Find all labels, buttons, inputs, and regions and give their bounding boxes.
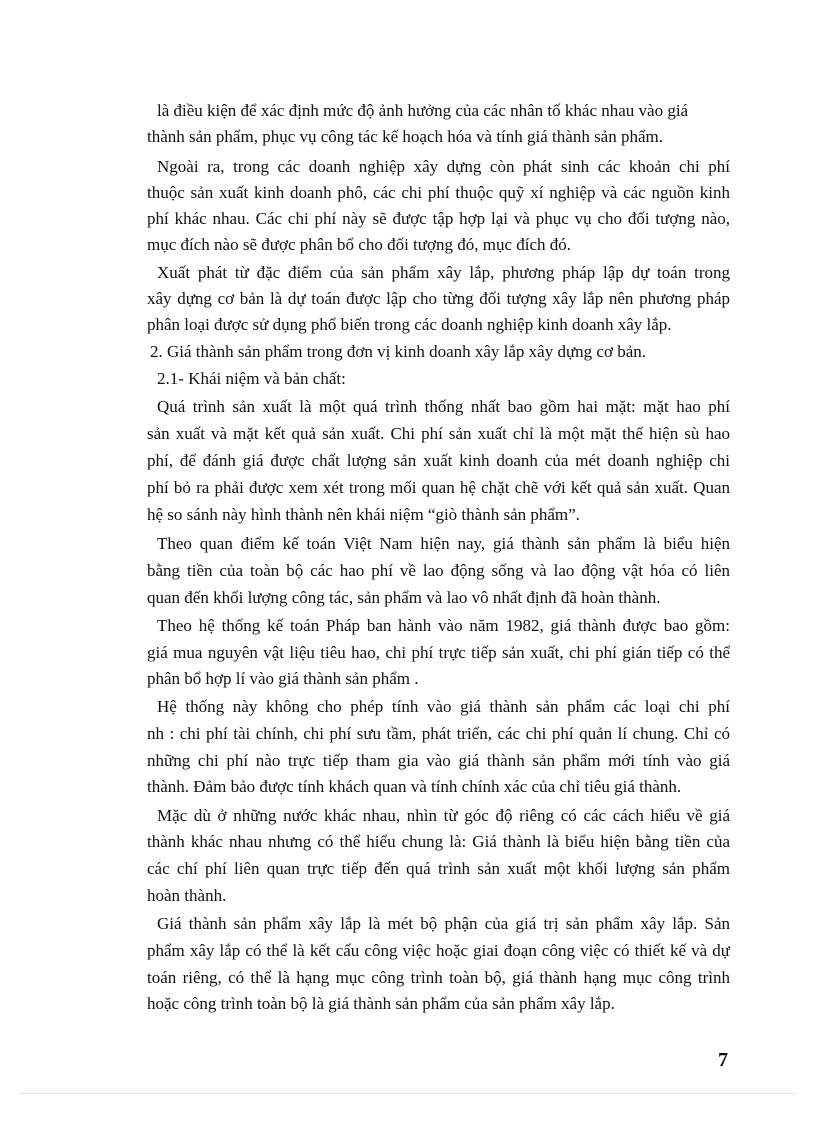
text-line: phân loại được sử dụng phổ biến trong các doanh nghiệp kinh doanh xây lắp.: [147, 315, 672, 334]
text-line: Theo quan điểm kế toán Việt Nam hiện nay, giá thành sản phẩm là biểu hiện: [157, 534, 730, 553]
text-line: phí khác nhau. Các chi phí này sẽ được tập hợp lại và phục vụ cho đối tượng nào,: [147, 209, 730, 228]
text-line: thành sản phẩm, phục vụ công tác kế hoạch hóa và tính giá thành sản phẩm.: [147, 127, 663, 146]
subsection-heading: 2.1- Khái niệm và bản chất:: [157, 369, 346, 388]
text-line: Quá trình sản xuất là một quá trình thống nhất bao gồm hai mặt: mặt hao phí: [157, 397, 730, 416]
text-line: phí bỏ ra phải được xem xét trong mối quan hệ chặt chẽ với kết quả sản xuất. Quan: [147, 478, 730, 497]
text-line: Ngoài ra, trong các doanh nghiệp xây dựng còn phát sinh các khoản chi phí: [157, 157, 730, 176]
text-line: nh : chi phí tài chính, chi phí sưu tầm, phát triển, các chi phí quản lí chung. Chỉ có: [147, 724, 730, 743]
text-line: Theo hệ thống kế toán Pháp ban hành vào năm 1982, giá thành được bao gồm:: [157, 616, 730, 635]
text-line: phân bổ hợp lí vào giá thành sản phẩm .: [147, 669, 419, 688]
text-line: các chí phí liên quan trực tiếp đến quá trình sản xuất một khối lượng sản phẩm: [147, 859, 730, 878]
text-line: những chi phí nào trực tiếp tham gia vào giá thành sản phẩm mới tính vào giá: [147, 751, 730, 770]
text-line: Hệ thống này không cho phép tính vào giá thành sản phẩm các loại chi phí: [157, 697, 730, 716]
text-line: Mặc dù ở những nước khác nhau, nhìn từ góc độ riêng có các cách hiểu về giá: [157, 806, 730, 825]
text-line: quan đến khối lượng công tác, sản phẩm và lao vô nhất định đã hoàn thành.: [147, 588, 661, 607]
text-line: phẩm xây lắp có thể là kết cấu công việc hoặc giai đoạn công việc có thiết kế và dự: [147, 941, 730, 960]
text-line: mục đích nào sẽ được phân bổ cho đối tượng đó, mục đích đó.: [147, 235, 572, 254]
text-line: xây dựng cơ bản là dự toán được lập cho từng đối tượng xây lắp nên phương pháp: [147, 289, 730, 308]
text-line: hoặc công trình toàn bộ là giá thành sản phẩm của sản phẩm xây lắp.: [147, 994, 615, 1013]
text-line: phí, để đánh giá được chất lượng sản xuất kinh doanh của mét doanh nghiệp chi: [147, 451, 730, 470]
text-line: hệ so sánh này hình thành nên khái niệm “giò thành sản phẩm”.: [147, 505, 580, 524]
text-line: Xuất phát từ đặc điểm của sản phẩm xây lắp, phương pháp lập dự toán trong: [157, 263, 730, 282]
text-line: hoàn thành.: [147, 886, 227, 905]
text-line: Giá thành sản phẩm xây lắp là mét bộ phận của giá trị sản phẩm xây lắp. Sản: [157, 914, 730, 933]
text-line: sản xuất và mặt kết quả sản xuất. Chi phí sản xuất chỉ là một mặt thể hiện sù hao: [147, 424, 730, 443]
text-line: toán riêng, có thể là hạng mục công trình toàn bộ, giá thành hạng mục công trình: [147, 968, 730, 987]
text-line: là điều kiện để xác định mức độ ảnh hưởng của các nhân tố khác nhau vào giá: [157, 101, 689, 120]
text-line: thành khác nhau nhưng có thể hiểu chung là: Giá thành là biểu hiện bằng tiền của: [147, 832, 730, 851]
text-line: giá mua nguyên vật liệu tiêu hao, chi phí trực tiếp sản xuất, chi phí gián tiếp có thể: [147, 643, 730, 662]
text-line: thành. Đảm bảo được tính khách quan và tính chính xác của chỉ tiêu giá thành.: [147, 777, 682, 796]
text-line: thuộc sản xuất kinh doanh phô, các chi phí thuộc quỹ xí nghiệp và các nguồn kinh: [147, 183, 730, 202]
text-line: bằng tiền của toàn bộ các hao phí về lao động sống và lao động vật hóa có liên: [147, 561, 730, 580]
section-heading: 2. Giá thành sản phẩm trong đơn vị kinh doanh xây lắp xây dựng cơ bản.: [150, 342, 647, 361]
footer-divider: [20, 1093, 796, 1094]
page-number: 7: [718, 1049, 728, 1071]
